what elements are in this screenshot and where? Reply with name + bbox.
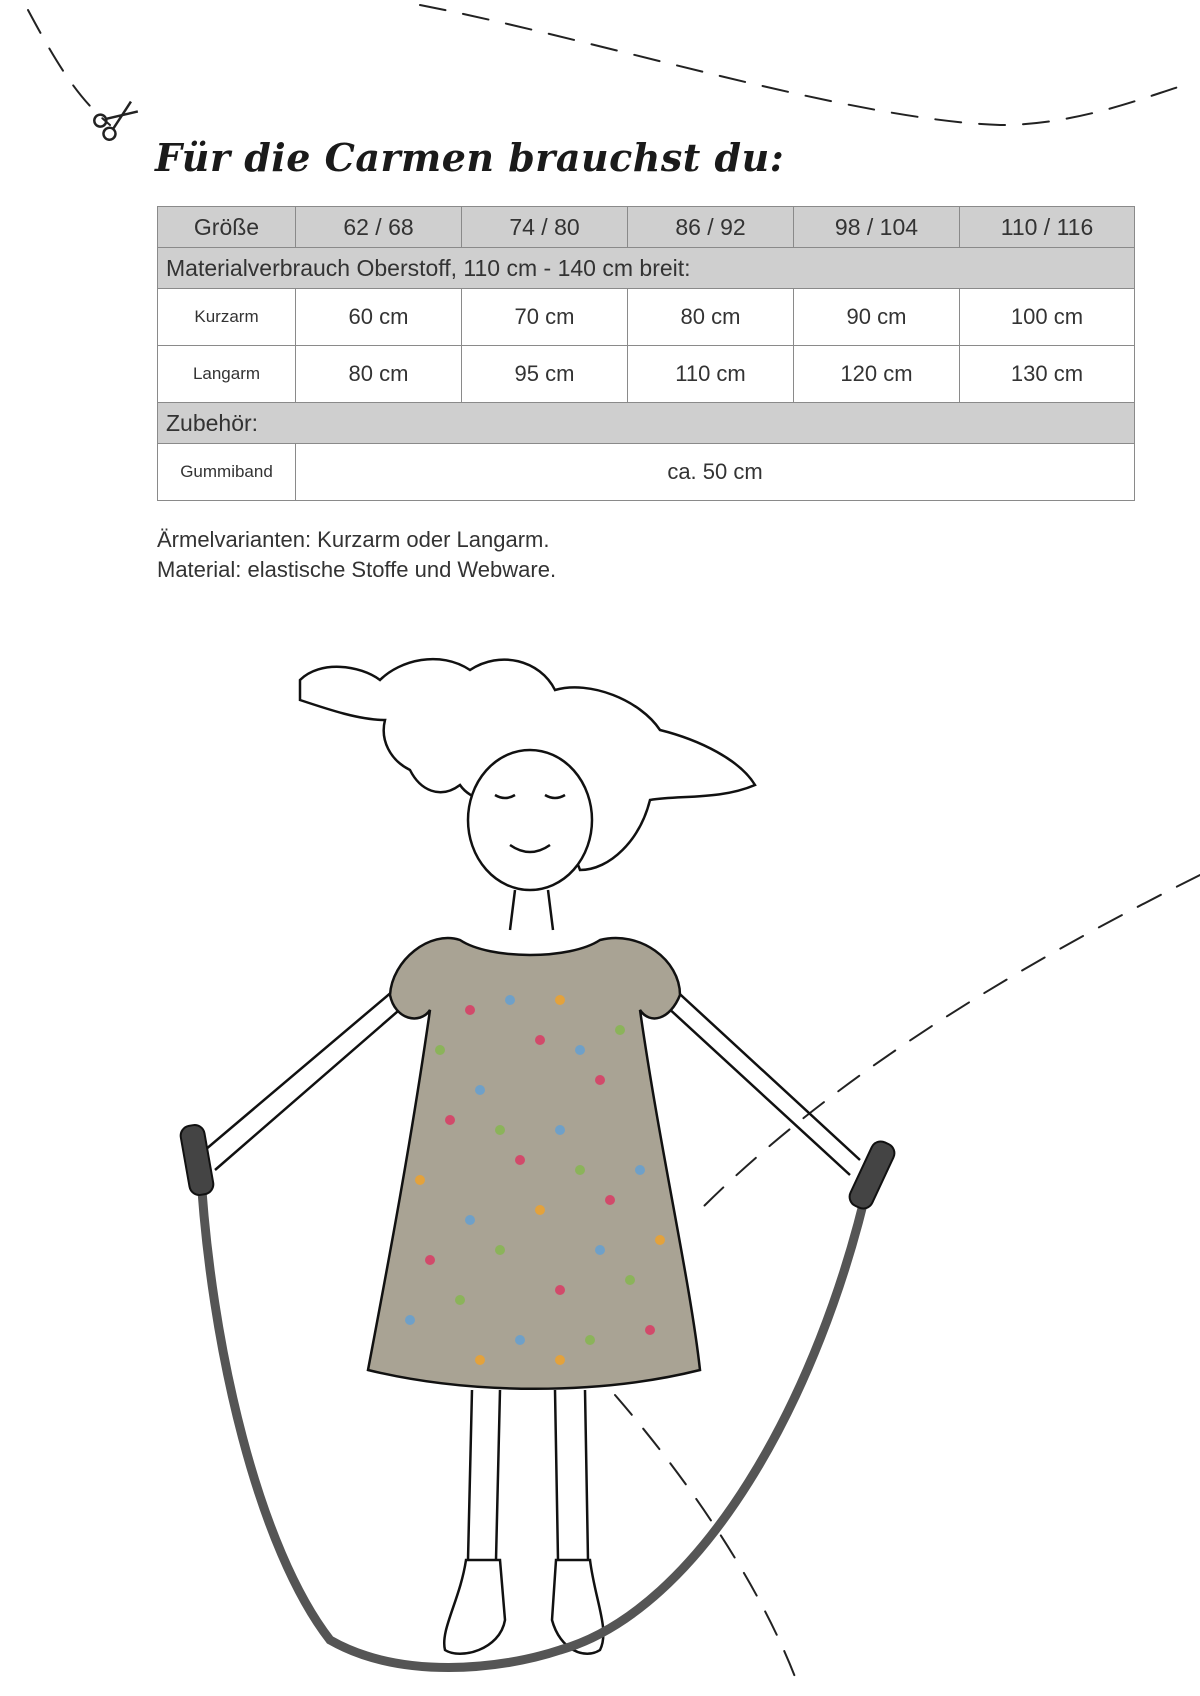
- table-cell: 130 cm: [960, 346, 1135, 403]
- table-cell: 80 cm: [628, 289, 794, 346]
- header-size-86-92: 86 / 92: [628, 207, 794, 248]
- header-size-98-104: 98 / 104: [794, 207, 960, 248]
- table-cell: 70 cm: [462, 289, 628, 346]
- note-sleeve-variants: Ärmelvarianten: Kurzarm oder Langarm.: [157, 527, 550, 552]
- dress: [368, 938, 700, 1389]
- header-size-110-116: 110 / 116: [960, 207, 1135, 248]
- table-cell: 95 cm: [462, 346, 628, 403]
- table-cell: 60 cm: [296, 289, 462, 346]
- accessories-section-label: Zubehör:: [158, 403, 1135, 444]
- header-size-74-80: 74 / 80: [462, 207, 628, 248]
- row-label: Langarm: [158, 346, 296, 403]
- note-material: Material: elastische Stoffe und Webware.: [157, 557, 557, 582]
- header-size-62-68: 62 / 68: [296, 207, 462, 248]
- table-cell: 90 cm: [794, 289, 960, 346]
- page-title: Für die Carmen brauchst du:: [155, 135, 785, 180]
- row-label: Kurzarm: [158, 289, 296, 346]
- table-cell: 120 cm: [794, 346, 960, 403]
- table-cell: 80 cm: [296, 346, 462, 403]
- table-cell: ca. 50 cm: [296, 444, 1135, 501]
- legs: [444, 1390, 603, 1654]
- header-size-label: Größe: [158, 207, 296, 248]
- table-cell: 100 cm: [960, 289, 1135, 346]
- material-section-label: Materialverbrauch Oberstoff, 110 cm - 140 cm breit:: [158, 248, 1135, 289]
- table-cell: 110 cm: [628, 346, 794, 403]
- row-label: Gummiband: [158, 444, 296, 501]
- face: [468, 750, 592, 930]
